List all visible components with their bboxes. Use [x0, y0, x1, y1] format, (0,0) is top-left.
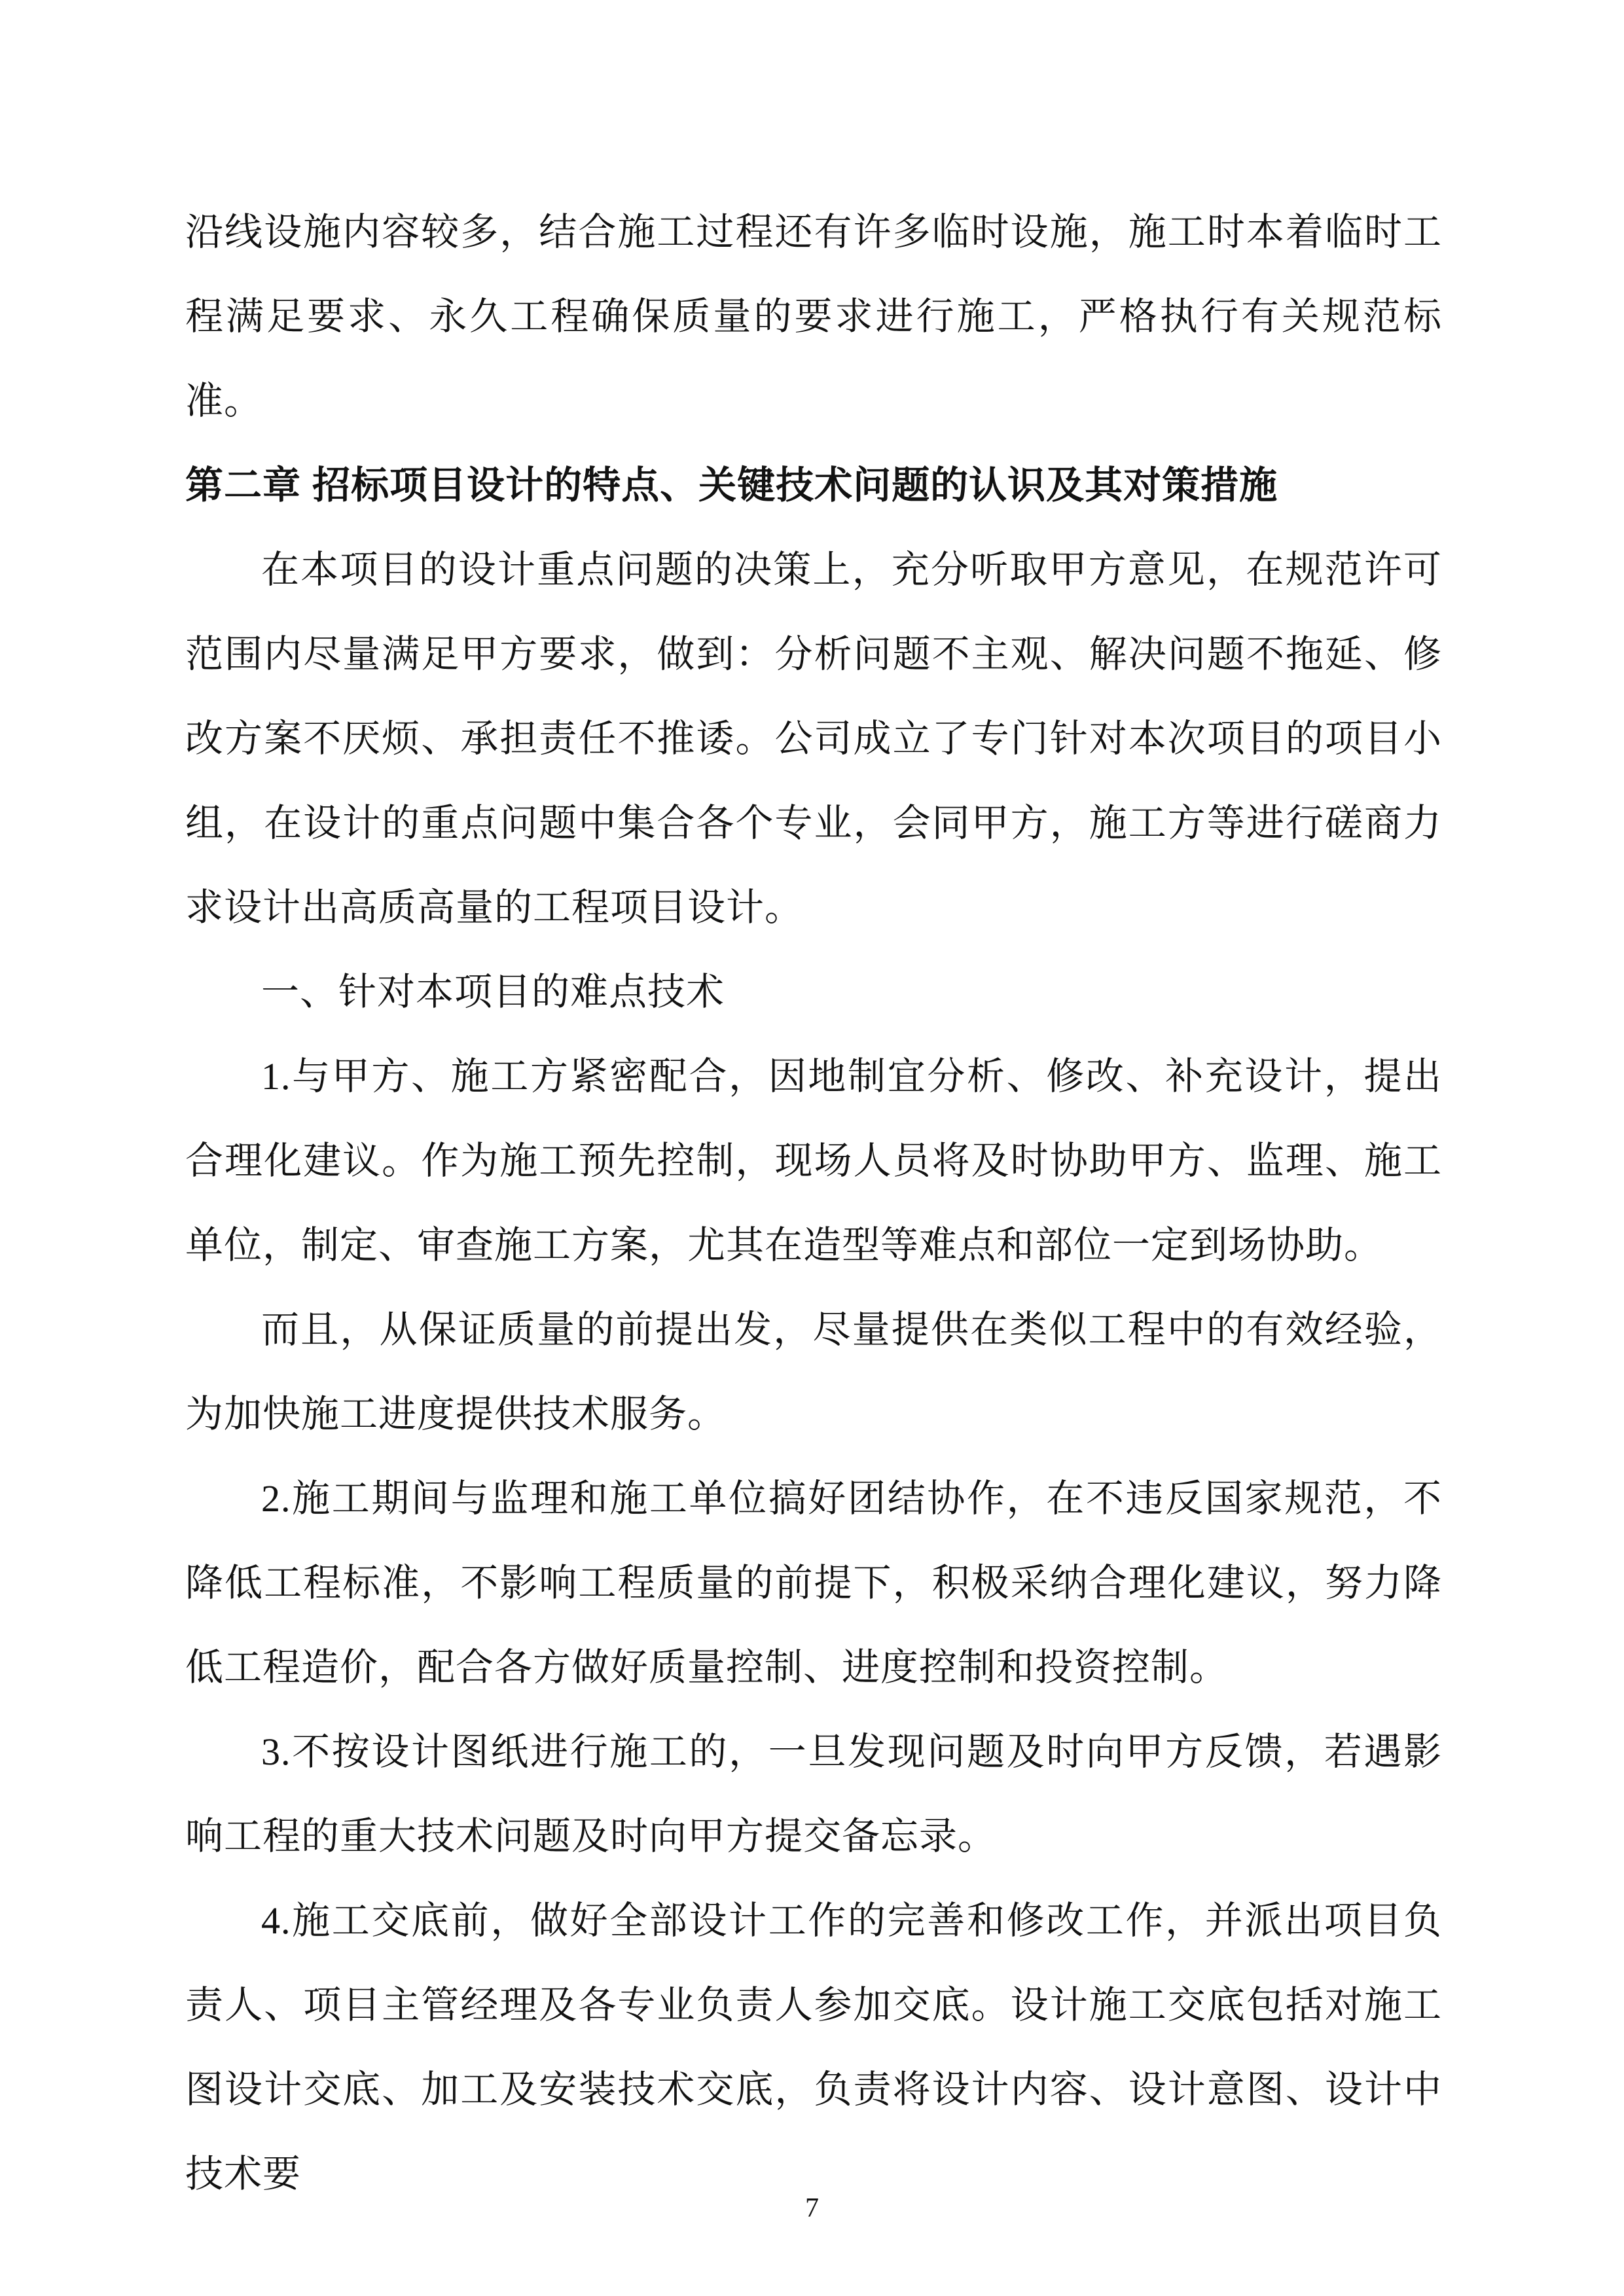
- body-paragraph-item-1-continued: 而且，从保证质量的前提出发，尽量提供在类似工程中的有效经验，为加快施工进度提供技术服务。: [185, 1308, 1442, 1435]
- body-paragraph-item-1: 1.与甲方、施工方紧密配合，因地制宜分析、修改、补充设计，提出合理化建议。作为施工预先控制，现场人员将及时协助甲方、监理、施工单位，制定、审查施工方案，尤其在造型等难点和部位一定到场协助。: [185, 1055, 1442, 1266]
- section-subheading-difficult-techniques: 一、针对本项目的难点技术: [261, 971, 725, 1013]
- chapter-heading: 第二章 招标项目设计的特点、关键技术问题的认识及其对策措施: [185, 464, 1278, 507]
- body-paragraph-item-2: 2.施工期间与监理和施工单位搞好团结协作，在不违反国家规范，不降低工程标准，不影响工程质量的前提下，积极采纳合理化建议，努力降低工程造价，配合各方做好质量控制、进度控制和投资控制。: [185, 1477, 1442, 1689]
- page-number: 7: [805, 2193, 819, 2223]
- continuation-paragraph: 沿线设施内容较多，结合施工过程还有许多临时设施，施工时本着临时工程满足要求、永久工程确保质量的要求进行施工，严格执行有关规范标准。: [185, 211, 1442, 422]
- body-paragraph-intro: 在本项目的设计重点问题的决策上，充分听取甲方意见，在规范许可范围内尽量满足甲方要求，做到：分析问题不主观、解决问题不拖延、修改方案不厌烦、承担责任不推诿。公司成立了专门针对本次项目的项目小组，在设计的重点问题中集合各个专业，会同甲方，施工方等进行磋商力求设计出高质高量的工程项目设计。: [185, 548, 1442, 929]
- page-content: [185, 190, 1442, 2216]
- body-paragraph-item-4: 4.施工交底前，做好全部设计工作的完善和修改工作，并派出项目负责人、项目主管经理及各专业负责人参加交底。设计施工交底包括对施工图设计交底、加工及安装技术交底，负责将设计内容、设计意图、设计中技术要: [185, 1899, 1442, 2195]
- page-footer: [0, 2193, 1624, 2224]
- body-paragraph-item-3: 3.不按设计图纸进行施工的，一旦发现问题及时向甲方反馈，若遇影响工程的重大技术问题及时向甲方提交备忘录。: [185, 1731, 1442, 1857]
